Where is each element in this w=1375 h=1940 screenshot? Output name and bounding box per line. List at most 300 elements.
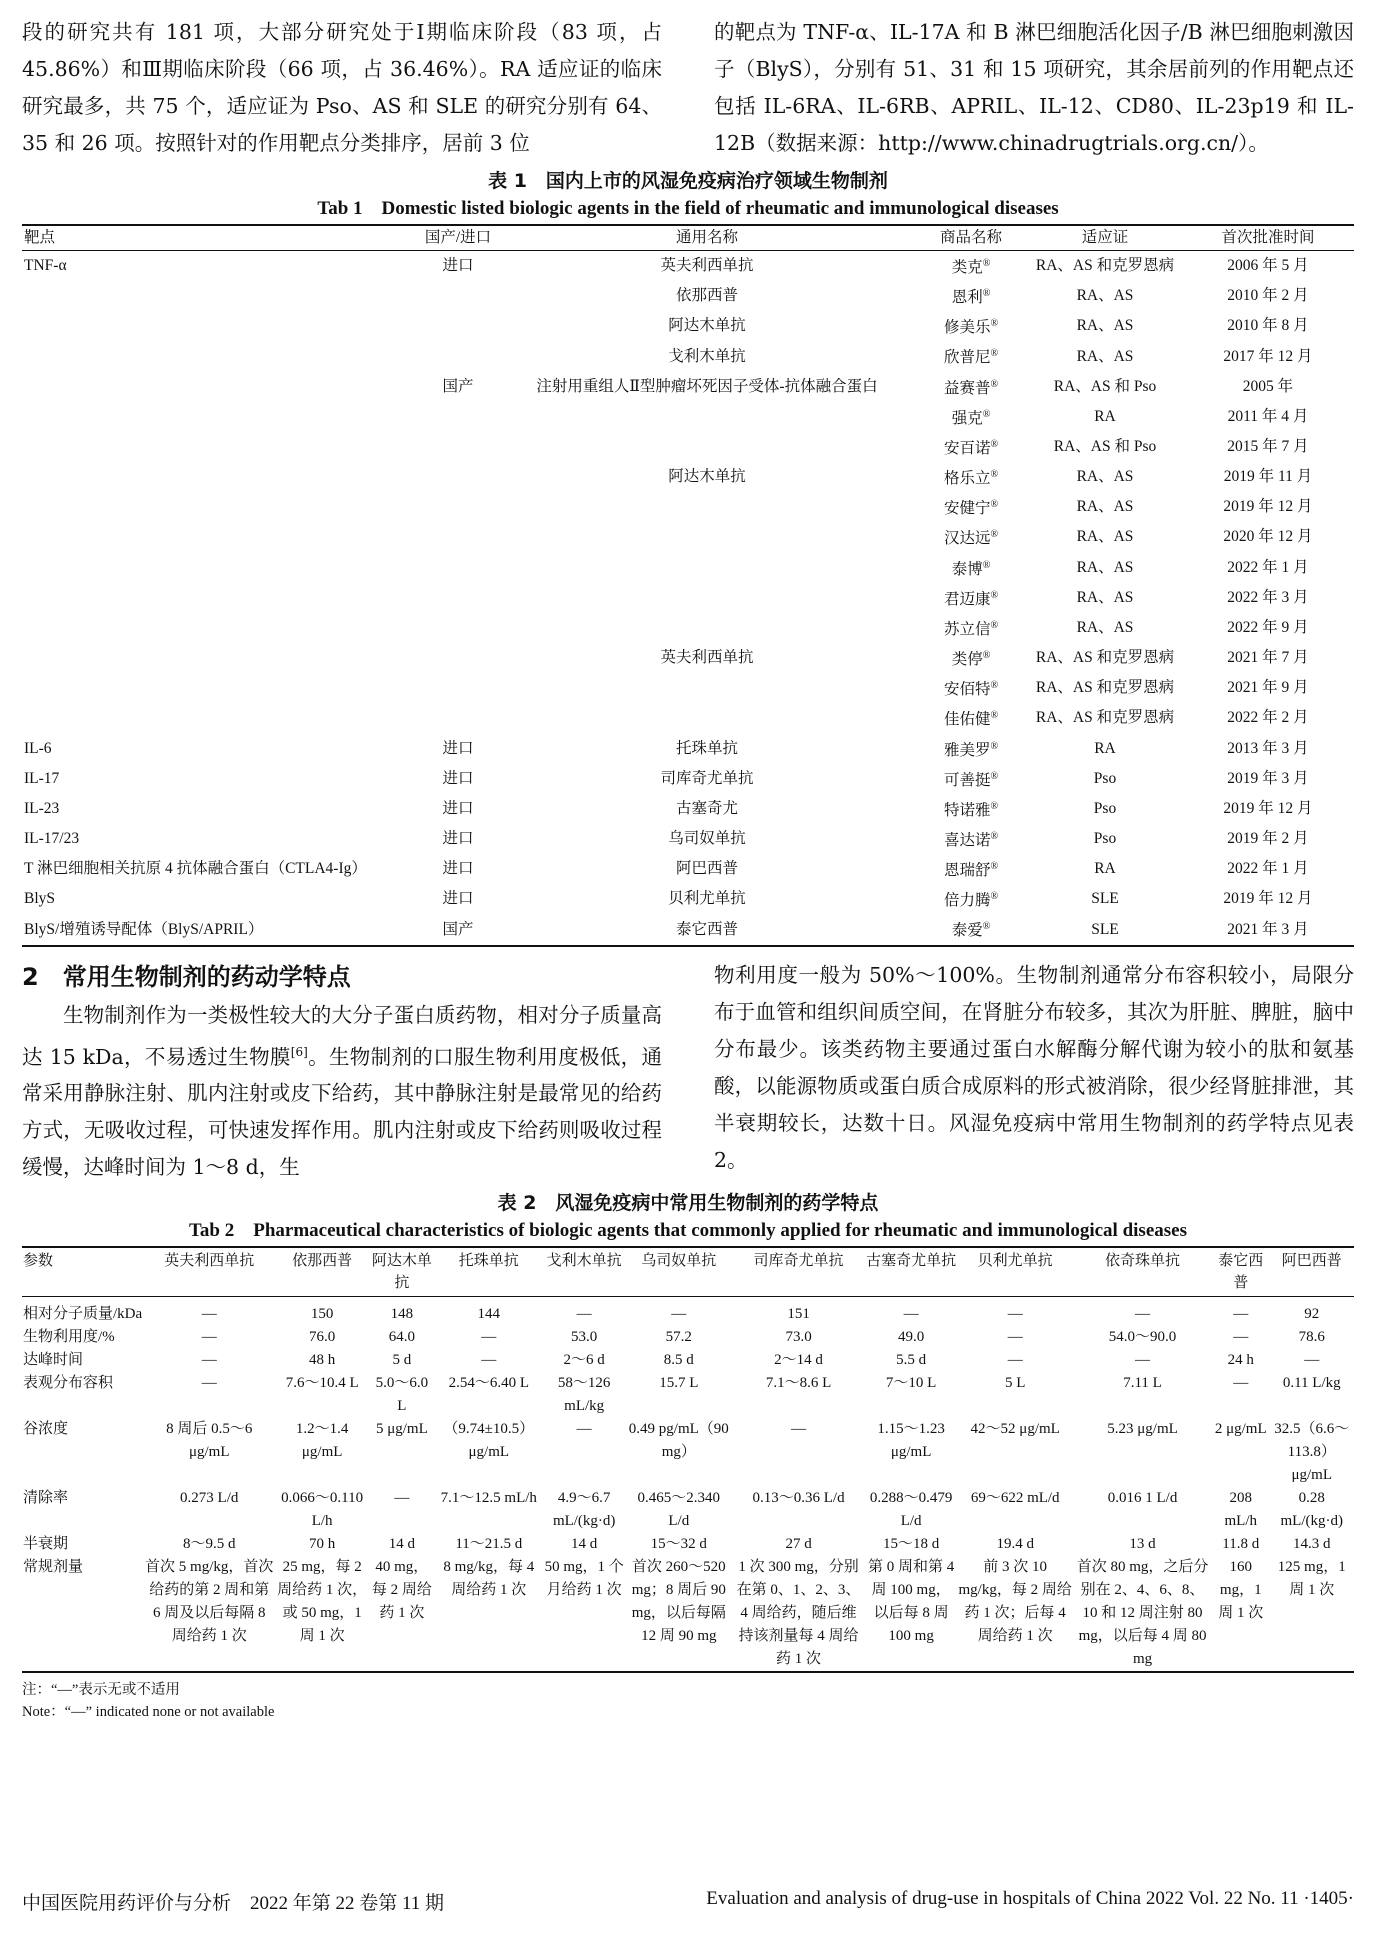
table-cell: 7.11 L: [1123, 1375, 1162, 1392]
table-cell: [22, 522, 416, 552]
table-cell: BlyS: [24, 890, 56, 908]
registered-mark: ®: [982, 921, 991, 933]
table-cell: —: [481, 1352, 497, 1369]
table-cell: 阿达木单抗: [668, 468, 746, 486]
table-cell: [416, 553, 500, 583]
table-row: [22, 402, 1354, 432]
table-cell: [22, 341, 416, 371]
table-cell: [22, 402, 416, 432]
table-row: [22, 311, 1354, 341]
table-cell: 0.288～0.479 L/d: [869, 1490, 953, 1530]
table-cell: 喜达诺®: [943, 830, 999, 850]
row-label: 达峰时间: [23, 1352, 84, 1369]
page: [22, 14, 1354, 1723]
table-cell: SLE: [1091, 890, 1119, 908]
table-cell: [500, 522, 914, 552]
table-cell: [22, 492, 416, 522]
table-cell: 倍力腾®: [943, 891, 999, 910]
table-cell: 格乐立®: [943, 469, 999, 488]
table-cell: 2010 年 2 月: [1227, 287, 1309, 305]
table-cell: 7.6～10.4 L: [285, 1375, 359, 1392]
table-cell: —: [1007, 1329, 1023, 1346]
table-row: [22, 734, 1354, 764]
registered-mark: ®: [990, 740, 999, 752]
table-cell: 8 周后 0.5～6 μg/mL: [166, 1421, 253, 1461]
table-cell: 首次 80 mg，之后分别在 2、4、6、8、10 和 12 周注射 80 mg，以后每 4 周 80 mg: [1076, 1559, 1209, 1668]
table-cell: 151: [787, 1306, 810, 1323]
table-cell: 1 次 300 mg，分别在第 0、1、2、3、4 周给药，随后维持该剂量每 4 周给药 1 次: [736, 1559, 861, 1668]
registered-mark: ®: [990, 830, 999, 842]
table-cell: [416, 341, 500, 371]
table-cell: 125 mg，1 周 1 次: [1277, 1559, 1346, 1599]
table-cell: [416, 673, 500, 703]
table-cell: 78.6: [1298, 1329, 1325, 1346]
registered-mark: ®: [990, 378, 999, 390]
table-cell: RA、AS: [1076, 498, 1134, 516]
row-label: 清除率: [23, 1490, 69, 1507]
table-cell: 可善挺®: [943, 770, 999, 789]
table-cell: 特诺雅®: [943, 800, 999, 819]
table-cell: 首次 260～520 mg；8 周后 90 mg，以后每隔 12 周 90 mg: [631, 1559, 726, 1645]
table-cell: 2011 年 4 月: [1227, 407, 1309, 425]
table-cell: 苏立信®: [943, 619, 999, 639]
table-cell: 5 L: [1004, 1375, 1026, 1392]
table-cell: —: [201, 1329, 217, 1346]
paragraph: [22, 997, 662, 1187]
citation: [6]: [290, 1044, 308, 1059]
table-row: [22, 824, 1354, 854]
table-cell: RA、AS: [1076, 468, 1134, 486]
table-notes: [22, 1679, 1354, 1723]
registered-mark: ®: [990, 499, 999, 511]
table2-header-drug: 戈利木单抗: [543, 1247, 626, 1297]
registered-mark: ®: [982, 408, 991, 420]
table-row: [22, 1533, 1354, 1556]
table2-header-drug: 古塞奇尤单抗: [865, 1247, 957, 1297]
table-cell: 修美乐®: [943, 318, 999, 337]
table-cell: RA、AS 和 Pso: [1053, 377, 1157, 395]
table-cell: 144: [477, 1306, 501, 1323]
table2-header-drug: 依奇珠单抗: [1073, 1247, 1212, 1297]
table-cell: TNF-α: [24, 257, 67, 275]
table-cell: [416, 613, 500, 643]
table2-header-drug: 阿达木单抗: [369, 1247, 435, 1297]
table2-header-drug: 乌司奴单抗: [625, 1247, 732, 1297]
table-cell: 1.15～1.23 μg/mL: [877, 1421, 945, 1461]
table-cell: 7～10 L: [885, 1375, 937, 1392]
registered-mark: ®: [990, 469, 999, 481]
table-cell: 强克®: [951, 408, 991, 427]
table-cell: SLE: [1091, 920, 1119, 938]
table-cell: 进口: [442, 890, 474, 908]
table-cell: 5 d: [392, 1352, 412, 1369]
table-cell: 57.2: [665, 1329, 692, 1346]
table-row: [22, 764, 1354, 794]
table1-header-cell: 通用名称: [500, 225, 914, 251]
table-cell: 2022 年 1 月: [1227, 558, 1309, 576]
table-row: [22, 884, 1354, 914]
table-row: [22, 341, 1354, 371]
table-cell: 8 mg/kg，每 4 周给药 1 次: [443, 1559, 535, 1599]
text-run: 。生物制剂的口服生物利用度极低，通常采用静脉注射、肌内注射或皮下给药，其中静脉注射是最常见的给药方式，无吸收过程，可快速发挥作用。肌内注射或皮下给药则吸收过程缓慢，达峰时间为 1～8 d，生: [22, 1044, 663, 1180]
table-cell: 2 μg/mL: [1214, 1421, 1267, 1438]
table-cell: IL-6: [24, 739, 52, 757]
table-cell: 0.465～2.340 L/d: [637, 1490, 721, 1530]
top-text: [22, 14, 1354, 162]
table-cell: —: [576, 1421, 592, 1438]
table-cell: 2～6 d: [563, 1352, 605, 1369]
table1-caption-cn: 表 1 国内上市的风湿免疫病治疗领域生物制剂: [488, 170, 888, 192]
table-cell: 2010 年 8 月: [1227, 317, 1309, 335]
table-cell: 进口: [442, 769, 474, 787]
table-cell: RA、AS 和克罗恩病: [1035, 709, 1175, 727]
table-cell: 73.0: [785, 1329, 812, 1346]
table-cell: —: [903, 1306, 919, 1323]
table2-body: [22, 1297, 1354, 1673]
table-cell: 2017 年 12 月: [1223, 347, 1313, 365]
table-cell: 进口: [442, 830, 474, 848]
table-cell: 英夫利西单抗: [660, 257, 754, 275]
table-cell: IL-23: [24, 799, 60, 817]
table-row: [22, 281, 1354, 311]
table-cell: 15.7 L: [659, 1375, 699, 1392]
table-cell: 19.4 d: [996, 1536, 1034, 1553]
table-row: [22, 703, 1354, 733]
table-cell: 0.13～0.36 L/d: [752, 1490, 845, 1507]
table-cell: 5.23 μg/mL: [1107, 1421, 1178, 1438]
table-cell: RA、AS: [1076, 528, 1134, 546]
table1-caption-en: Tab 1 Domestic listed biologic agents in the field of rheumatic and immunological diseases: [317, 198, 1059, 219]
table-cell: [416, 522, 500, 552]
table-cell: 托珠单抗: [675, 739, 738, 757]
table2-header-row: [22, 1247, 1354, 1297]
table-cell: 司库奇尤单抗: [660, 769, 754, 787]
table-row: [22, 432, 1354, 462]
table-cell: 25 mg，每 2 周给药 1 次，或 50 mg，1 周 1 次: [277, 1559, 368, 1645]
table-row: [22, 372, 1354, 402]
table-cell: —: [1233, 1375, 1249, 1392]
table2-header-drug: 泰它西普: [1212, 1247, 1270, 1297]
table1-header-row: [22, 225, 1354, 251]
registered-mark: ®: [990, 800, 999, 812]
table-cell: RA、AS: [1076, 558, 1134, 576]
table-cell: Pso: [1093, 799, 1117, 817]
table2-header-drug: 贝利尤单抗: [957, 1247, 1073, 1297]
table-cell: 益赛普®: [943, 378, 999, 397]
table2-header-param: 参数: [22, 1247, 143, 1297]
table-cell: —: [201, 1352, 217, 1369]
table-cell: 戈利木单抗: [668, 347, 746, 365]
registered-mark: ®: [990, 529, 999, 541]
table-cell: 24 h: [1227, 1352, 1254, 1369]
table2-caption-cn: 表 2 风湿免疫病中常用生物制剂的药学特点: [497, 1192, 879, 1215]
table-cell: RA、AS 和克罗恩病: [1035, 257, 1175, 275]
table2-header-drug: 阿巴西普: [1270, 1247, 1355, 1297]
table-cell: 160 mg，1 周 1 次: [1218, 1559, 1264, 1622]
registered-mark: ®: [990, 438, 999, 450]
table-cell: RA、AS: [1076, 588, 1134, 606]
table-cell: 148: [390, 1306, 414, 1323]
table-cell: 2019 年 2 月: [1227, 830, 1309, 848]
table-cell: 阿巴西普: [675, 860, 738, 878]
table-cell: [22, 643, 416, 673]
table1-header-cell: 适应证: [1028, 225, 1182, 251]
table-row: [22, 583, 1354, 613]
table-cell: 雅美罗®: [943, 740, 999, 759]
table-cell: [500, 553, 914, 583]
table-cell: RA、AS: [1076, 317, 1134, 335]
table-cell: [416, 583, 500, 613]
page-footer: [22, 1888, 1354, 1915]
table-cell: 汉达远®: [943, 529, 999, 548]
table-cell: RA、AS 和克罗恩病: [1035, 679, 1175, 697]
table-row: [22, 492, 1354, 522]
table-cell: 恩瑞舒®: [943, 861, 999, 880]
table-cell: [22, 372, 416, 402]
table-cell: —: [1304, 1352, 1320, 1369]
table-cell: [22, 462, 416, 492]
table-cell: 前 3 次 10 mg/kg，每 2 周给药 1 次；后每 4 周给药 1 次: [958, 1559, 1072, 1645]
table-cell: RA: [1094, 407, 1116, 425]
table-cell: 48 h: [309, 1352, 336, 1369]
table-cell: 首次 5 mg/kg，首次给药的第 2 周和第 6 周及以后每隔 8 周给药 1 次: [145, 1559, 274, 1645]
registered-mark: ®: [982, 288, 991, 300]
paragraph: 物利用度一般为 50%～100%。生物制剂通常分布容积较小，局限分布于血管和组织间质空间，在肾脏分布较多，其次为肝脏、脾脏，脑中分布最少。该类药物主要通过蛋白水解酶分解代谢为较小的肽和氨基酸，以能源物质或蛋白质合成原料的形式被消除，很少经肾脏排泄，其半衰期较长，达数十日。风湿免疫病中常用生物制剂的药学特点见表 2。: [714, 962, 1354, 1172]
table-cell: —: [1007, 1352, 1023, 1369]
table2-header-drug: 依那西普: [275, 1247, 369, 1297]
table-cell: [500, 583, 914, 613]
table-cell: [416, 281, 500, 311]
table-cell: [22, 703, 416, 733]
table2-header-drug: 托珠单抗: [435, 1247, 543, 1297]
table-cell: —: [791, 1421, 807, 1438]
table-cell: [416, 311, 500, 341]
table-cell: 英夫利西单抗: [660, 649, 754, 667]
table-row: [22, 854, 1354, 884]
registered-mark: ®: [990, 770, 999, 782]
table2: [22, 1246, 1354, 1673]
table-cell: [22, 281, 416, 311]
table-cell: 2020 年 12 月: [1223, 528, 1313, 546]
table-cell: [22, 553, 416, 583]
registered-mark: ®: [990, 861, 999, 873]
table-cell: 2019 年 12 月: [1223, 799, 1313, 817]
table-cell: 泰博®: [951, 559, 991, 578]
table-row: [22, 1297, 1354, 1327]
table-cell: 进口: [442, 257, 474, 275]
table-cell: —: [1007, 1306, 1023, 1323]
table-cell: 0.273 L/d: [180, 1490, 239, 1507]
table-cell: 类克®: [951, 258, 991, 277]
table-cell: [22, 432, 416, 462]
table-cell: 8～9.5 d: [182, 1536, 236, 1553]
table-cell: 11.8 d: [1222, 1536, 1260, 1553]
section-heading: 2 常用生物制剂的药动学特点: [22, 962, 351, 991]
table-cell: 14 d: [571, 1536, 598, 1553]
table-cell: 第 0 周和第 4 周 100 mg，以后每 8 周 100 mg: [867, 1559, 955, 1645]
table-cell: 进口: [442, 799, 474, 817]
table-cell: 贝利尤单抗: [668, 890, 746, 908]
table-cell: 进口: [442, 739, 474, 757]
table-cell: 0.016 1 L/d: [1107, 1490, 1178, 1507]
table-cell: （9.74±10.5）μg/mL: [443, 1421, 535, 1461]
table2-header-drug: 司库奇尤单抗: [732, 1247, 865, 1297]
table-cell: 49.0: [898, 1329, 925, 1346]
table-cell: 4.9～6.7 mL/(kg·d): [552, 1490, 616, 1530]
table-cell: 泰爱®: [951, 921, 991, 940]
top-right-column: [714, 14, 1354, 162]
table-cell: 阿达木单抗: [668, 317, 746, 335]
table-cell: 2006 年 5 月: [1227, 257, 1309, 275]
table-cell: Pso: [1093, 769, 1117, 787]
table-cell: 1.2～1.4 μg/mL: [295, 1421, 349, 1461]
table-row: [22, 673, 1354, 703]
table-cell: 依那西普: [675, 287, 738, 305]
table-row: [22, 1487, 1354, 1533]
table-cell: 27 d: [785, 1536, 812, 1553]
table-cell: 92: [1304, 1306, 1320, 1323]
table-row: [22, 613, 1354, 643]
table-cell: 佳佑健®: [943, 710, 999, 729]
table-cell: 类停®: [951, 650, 991, 669]
table-cell: —: [481, 1329, 497, 1346]
table-cell: RA、AS: [1076, 287, 1134, 305]
table-cell: 安健宁®: [943, 499, 999, 518]
table-cell: 泰它西普: [675, 920, 738, 938]
row-label: 半衰期: [23, 1536, 69, 1553]
table-cell: 7.1～12.5 mL/h: [440, 1490, 537, 1507]
table-cell: 50 mg，1 个月给药 1 次: [544, 1559, 624, 1599]
section-left-column: [22, 957, 662, 1187]
table-cell: —: [1233, 1306, 1249, 1323]
table-cell: 2021 年 3 月: [1227, 920, 1309, 938]
paragraph: 段的研究共有 181 项，大部分研究处于Ⅰ期临床阶段（83 项，占 45.86%）和Ⅲ期临床阶段（66 项，占 36.46%）。RA 适应证的临床研究最多，共 75 个，适应证为 Pso、AS 和 SLE 的研究分别有 64、35 和 26 项。按照针对的作用靶点分类排序，居前 3 位: [22, 20, 662, 155]
table-cell: 8.5 d: [663, 1352, 694, 1369]
table-row: [22, 794, 1354, 824]
table-cell: 2～14 d: [774, 1352, 823, 1369]
table-cell: 40 mg，每 2 周给药 1 次: [371, 1559, 432, 1622]
table-cell: RA: [1094, 860, 1116, 878]
table-cell: [22, 311, 416, 341]
table-cell: 2019 年 12 月: [1223, 890, 1313, 908]
table1-header-cell: 靶点: [22, 225, 416, 251]
table-cell: 14.3 d: [1293, 1536, 1331, 1553]
footer-journal-cn: 中国医院用药评价与分析 2022 年第 22 卷第 11 期: [22, 1893, 445, 1914]
table-cell: 国产: [442, 920, 474, 938]
registered-mark: ®: [990, 680, 999, 692]
table-cell: 2019 年 11 月: [1223, 468, 1313, 486]
table-cell: 5 μg/mL: [375, 1421, 428, 1438]
table-cell: 2022 年 2 月: [1227, 709, 1309, 727]
table-cell: 54.0～90.0: [1108, 1329, 1177, 1346]
table-cell: 5.5 d: [896, 1352, 927, 1369]
table-cell: 欣普尼®: [943, 348, 999, 367]
table-cell: 58～126 mL/kg: [557, 1375, 611, 1415]
note-cn: 注：“—”表示无或不适用: [22, 1682, 180, 1699]
table-cell: [22, 613, 416, 643]
table-cell: 君迈康®: [943, 589, 999, 608]
table-cell: 69～622 mL/d: [970, 1490, 1060, 1507]
table-cell: Pso: [1093, 830, 1117, 848]
registered-mark: ®: [990, 348, 999, 360]
table-cell: 注射用重组人Ⅱ型肿瘤坏死因子受体-抗体融合蛋白: [536, 377, 878, 395]
registered-mark: ®: [982, 258, 991, 269]
table-row: [22, 643, 1354, 673]
table-row: [22, 522, 1354, 552]
table-cell: 14 d: [388, 1536, 415, 1553]
table-cell: [416, 462, 500, 492]
table-cell: 53.0: [571, 1329, 598, 1346]
registered-mark: ®: [990, 318, 999, 330]
table-cell: [416, 402, 500, 432]
table-cell: IL-17/23: [24, 830, 80, 848]
table1-header-cell: 商品名称: [914, 225, 1028, 251]
table-cell: —: [671, 1306, 687, 1323]
table-cell: 32.5（6.6～113.8）μg/mL: [1274, 1421, 1350, 1484]
table-row: [22, 1349, 1354, 1372]
table-cell: —: [394, 1490, 410, 1507]
table-cell: RA、AS 和 Pso: [1053, 438, 1157, 456]
table-cell: [416, 643, 500, 673]
registered-mark: ®: [990, 891, 999, 903]
table-cell: [500, 432, 914, 462]
table-cell: 2013 年 3 月: [1227, 739, 1309, 757]
registered-mark: ®: [990, 710, 999, 722]
table-cell: [416, 703, 500, 733]
table-row: [22, 1372, 1354, 1418]
note-en: Note：“—” indicated none or not available: [22, 1704, 275, 1721]
table-cell: [416, 492, 500, 522]
text-run: 生物制剂作为一类极性较大的大分子蛋白质药物，相对分子质量高达 15 kDa，不易透过生物膜: [22, 1002, 662, 1069]
table-cell: 42～52 μg/mL: [970, 1421, 1060, 1438]
table-row: [22, 462, 1354, 492]
table-cell: 古塞奇尤: [675, 799, 738, 817]
table-row: [22, 1418, 1354, 1487]
table-cell: 0.066～0.110 L/h: [281, 1490, 364, 1530]
top-left-column: [22, 14, 662, 162]
table-cell: —: [1233, 1329, 1249, 1346]
table-cell: 安百诺®: [943, 438, 999, 458]
table-cell: 64.0: [388, 1329, 415, 1346]
table-cell: BlyS/增殖诱导配体（BlyS/APRIL）: [24, 920, 264, 938]
table-cell: 150: [310, 1306, 334, 1323]
row-label: 生物利用度/%: [23, 1329, 115, 1346]
table-cell: 2005 年: [1242, 377, 1294, 395]
paragraph: 的靶点为 TNF-α、IL-17A 和 B 淋巴细胞活化因子/B 淋巴细胞刺激因子（BlyS），分别有 51、31 和 15 项研究，其余居前列的作用靶点还包括 IL-6RA、IL-6RB、APRIL、IL-12、CD80、IL-23p19 和 IL-12B（数据来源：http://www.chinadrugtrials.org.cn/）。: [714, 20, 1354, 155]
table-cell: RA、AS: [1076, 347, 1134, 365]
table1: [22, 224, 1354, 947]
table-cell: 13 d: [1129, 1536, 1156, 1553]
table-cell: 2022 年 3 月: [1227, 588, 1309, 606]
table-cell: [500, 402, 914, 432]
table-cell: —: [1135, 1352, 1151, 1369]
table-cell: 乌司奴单抗: [668, 830, 746, 848]
table2-header-drug: 英夫利西单抗: [143, 1247, 275, 1297]
registered-mark: ®: [990, 619, 999, 631]
registered-mark: ®: [982, 650, 991, 662]
table-cell: 0.49 pg/mL（90 mg）: [628, 1421, 729, 1461]
table-cell: 2.54～6.40 L: [448, 1375, 529, 1392]
table2-caption-en: Tab 2 Pharmaceutical characteristics of biologic agents that commonly applied for rheumatic and immunological diseases: [189, 1220, 1187, 1242]
table-cell: 2019 年 3 月: [1227, 769, 1309, 787]
row-label: 常规剂量: [23, 1559, 84, 1576]
table1-header-cell: 首次批准时间: [1182, 225, 1354, 251]
table-row: [22, 1326, 1354, 1349]
table-cell: 2015 年 7 月: [1227, 438, 1309, 456]
registered-mark: ®: [990, 589, 999, 601]
table-cell: 7.1～8.6 L: [765, 1375, 832, 1392]
table-cell: 2022 年 1 月: [1227, 860, 1309, 878]
